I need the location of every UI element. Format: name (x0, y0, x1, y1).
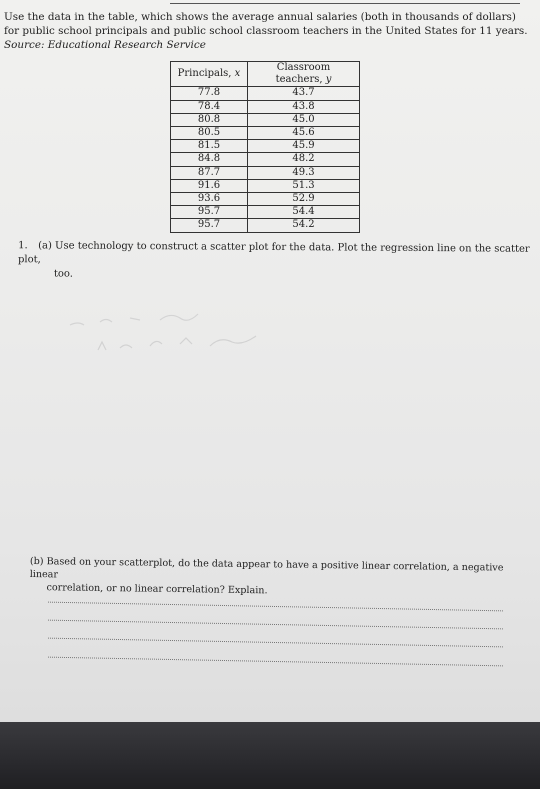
principals-header: Principals, x (171, 62, 248, 87)
principal-salary-cell: 78.4 (171, 100, 248, 113)
principal-salary-cell: 77.8 (171, 87, 248, 100)
teachers-header: Classroom teachers, y (248, 62, 360, 87)
question-1b (29, 555, 509, 601)
intro-text: Use the data in the table, which shows the average annual salaries (both in thousands of dollars) for public school principals and public school classroom teachers in the United States for 11 years. (4, 11, 528, 37)
salary-table (170, 61, 360, 233)
question-part-label: (a) (38, 240, 52, 252)
table-row (171, 140, 360, 153)
answer-line-3 (48, 638, 503, 648)
teacher-salary-cell: 45.9 (248, 140, 360, 153)
table-row (171, 193, 360, 206)
source-citation: Source: Educational Research Service (4, 39, 206, 51)
table-row (171, 100, 360, 113)
question-number: 1. (18, 240, 28, 252)
principal-salary-cell: 93.6 (171, 193, 248, 206)
table-row (171, 206, 360, 219)
answer-line-4 (48, 657, 503, 667)
answer-line-1 (48, 602, 503, 612)
teacher-salary-cell: 54.2 (248, 219, 360, 232)
principal-salary-cell: 80.8 (171, 113, 248, 126)
principal-salary-cell: 80.5 (171, 127, 248, 140)
question-1b-continuation: correlation, or no linear correlation? Explain. (46, 582, 268, 597)
principal-salary-cell: 87.7 (171, 166, 248, 179)
question-1a-continuation: too. (53, 268, 74, 280)
table-row (171, 179, 360, 192)
teacher-salary-cell: 48.2 (248, 153, 360, 166)
question-part-label-b: (b) (29, 555, 44, 568)
table-row (171, 127, 360, 140)
table-row (171, 153, 360, 166)
question-1a (18, 239, 533, 285)
principal-salary-cell: 81.5 (171, 140, 248, 153)
teacher-salary-cell: 49.3 (248, 166, 360, 179)
teacher-salary-cell: 45.6 (248, 127, 360, 140)
question-1b-text: Based on your scatterplot, do the data appear to have a positive linear correlation, a negative linear (29, 556, 504, 581)
top-rule (170, 3, 520, 4)
principal-salary-cell: 84.8 (171, 153, 248, 166)
teacher-salary-cell: 54.4 (248, 206, 360, 219)
table-header-row (171, 62, 360, 87)
intro-paragraph (4, 10, 534, 52)
desk-background (0, 722, 540, 789)
question-1a-text: Use technology to construct a scatter plot for the data. Plot the regression line on the scatter plot, (17, 240, 530, 266)
answer-line-2 (48, 620, 503, 630)
table-row (171, 219, 360, 232)
teacher-salary-cell: 45.0 (248, 113, 360, 126)
teacher-salary-cell: 43.8 (248, 100, 360, 113)
table-row (171, 113, 360, 126)
principal-salary-cell: 91.6 (171, 179, 248, 192)
table-row (171, 87, 360, 100)
table-row (171, 166, 360, 179)
principal-salary-cell: 95.7 (171, 219, 248, 232)
teacher-salary-cell: 52.9 (248, 193, 360, 206)
faint-pencil-marks (60, 300, 320, 360)
teacher-salary-cell: 43.7 (248, 87, 360, 100)
table-body (171, 87, 360, 232)
teacher-salary-cell: 51.3 (248, 179, 360, 192)
principal-salary-cell: 95.7 (171, 206, 248, 219)
